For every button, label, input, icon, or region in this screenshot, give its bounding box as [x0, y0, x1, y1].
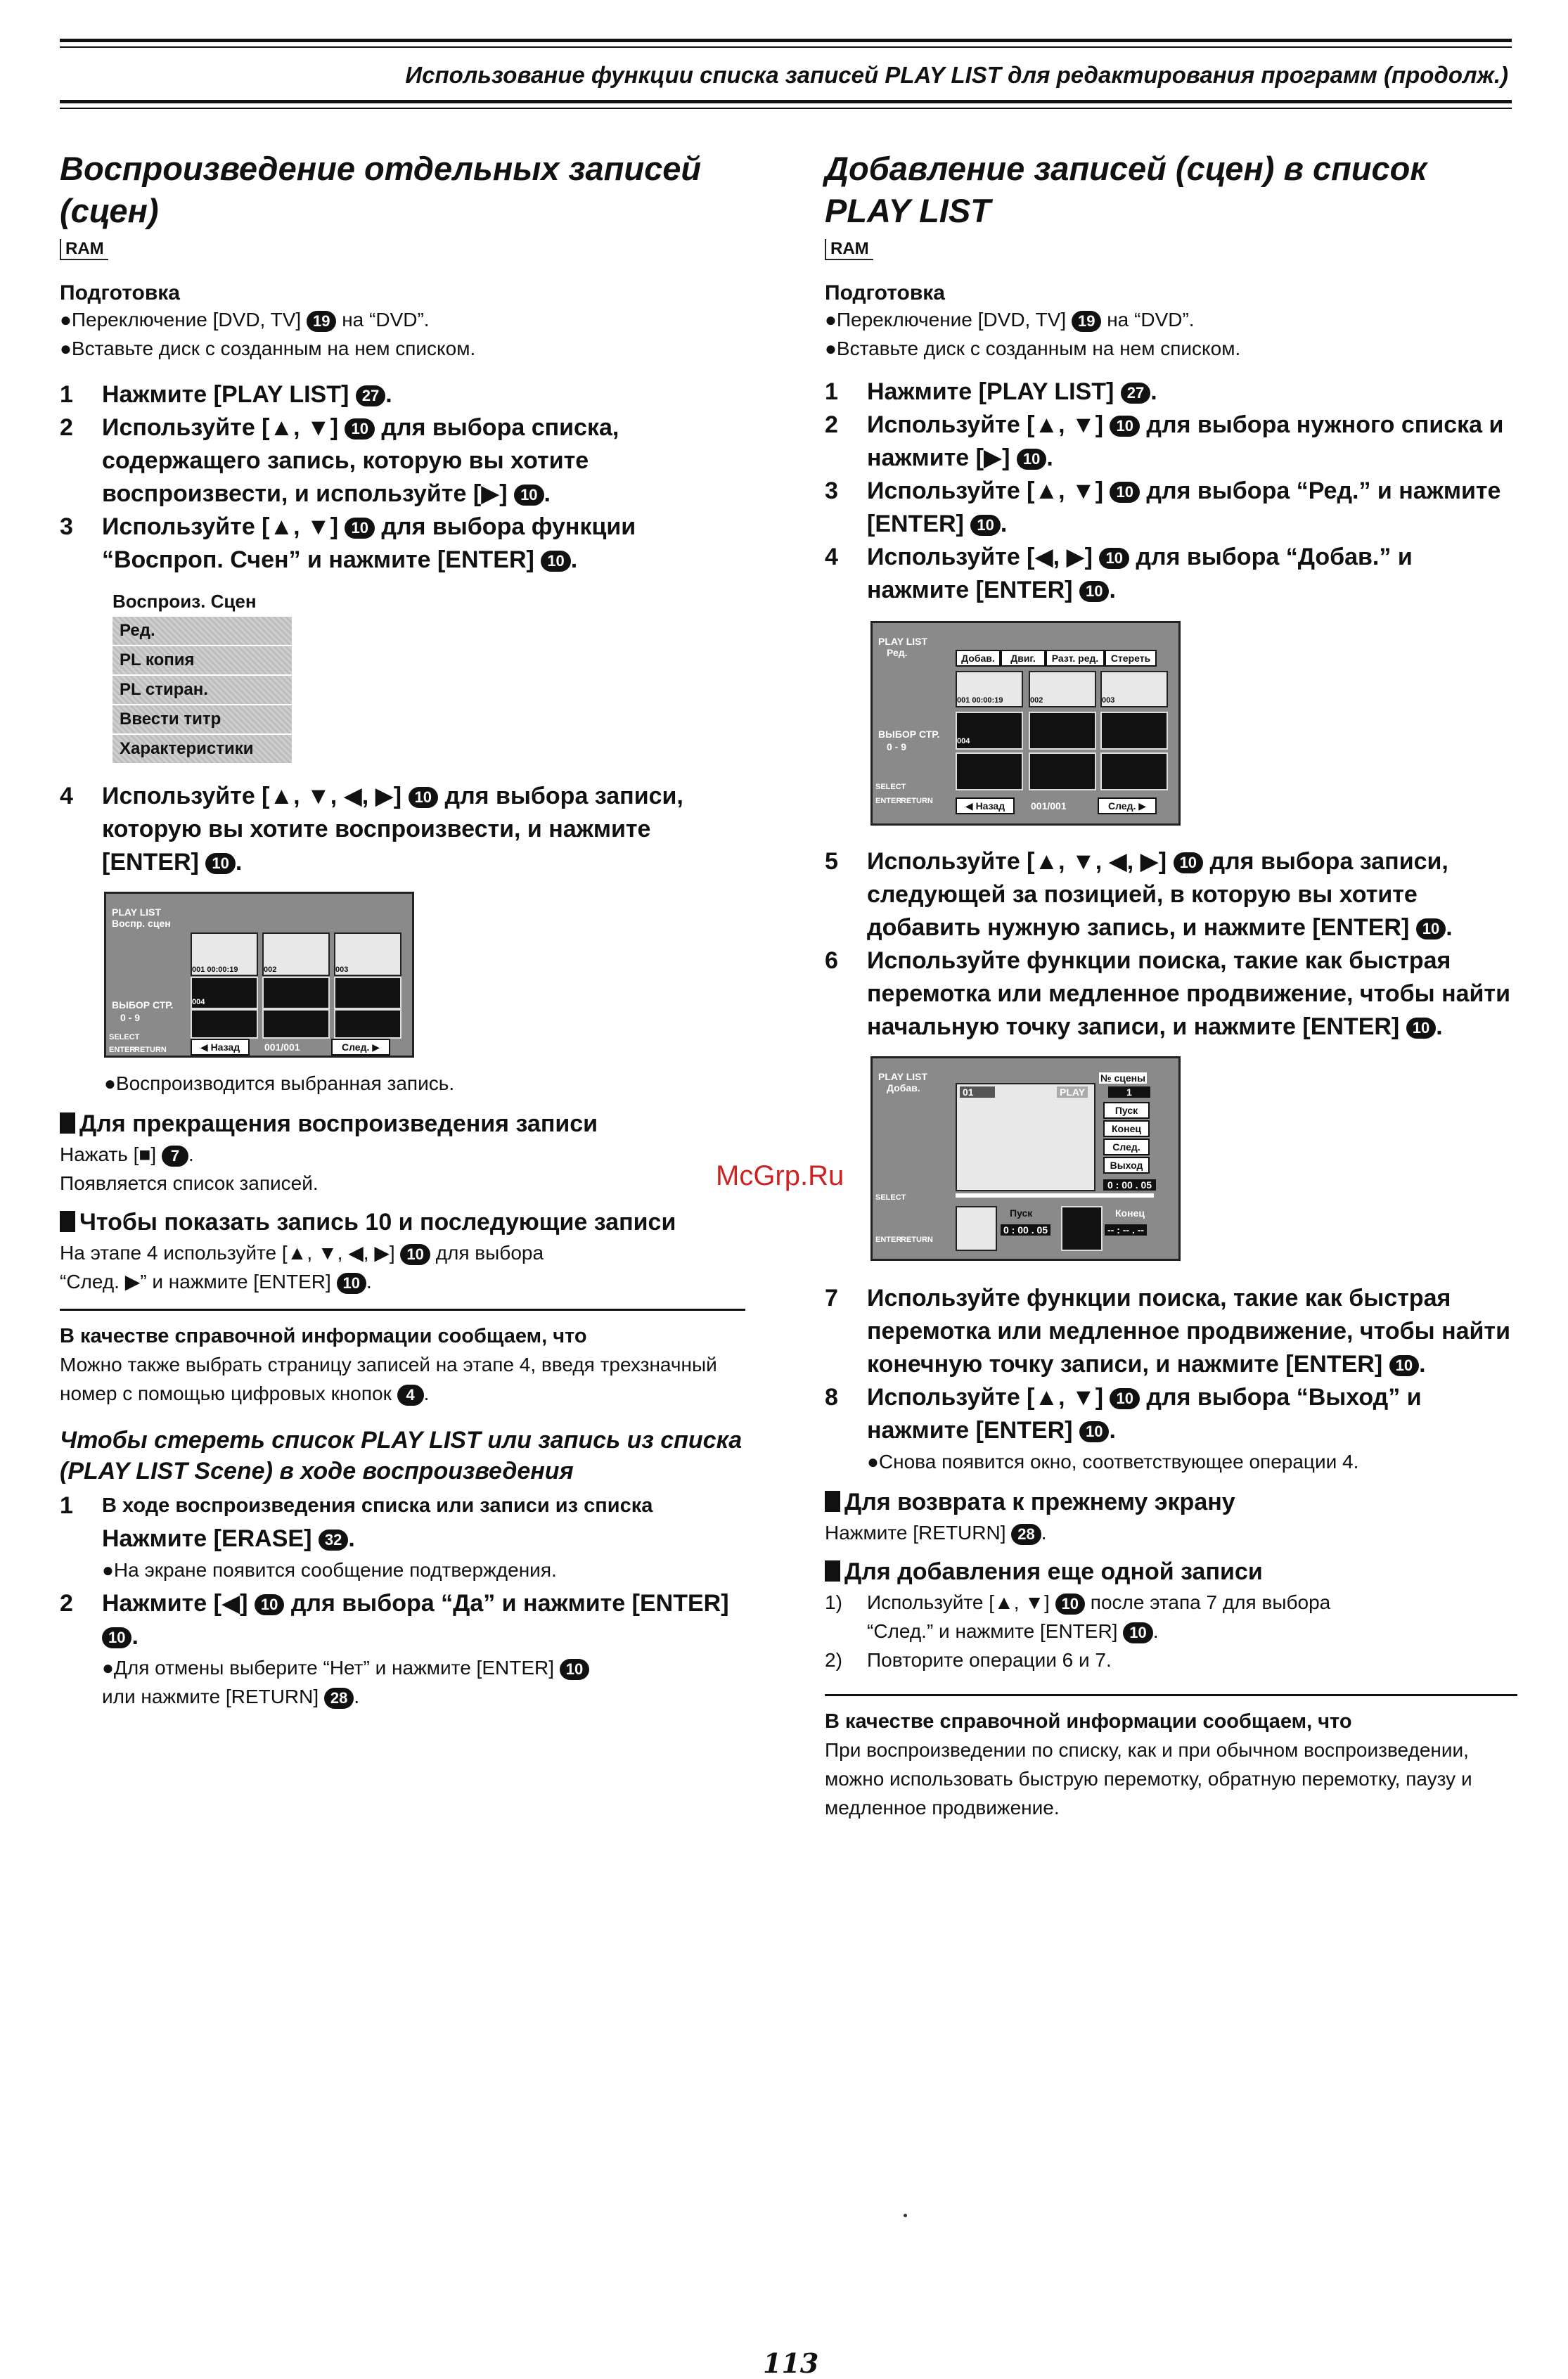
ref-badge: 10 [1110, 1388, 1139, 1409]
page-number: 113 [763, 2347, 819, 2379]
next-page-button: След. ▶ [1098, 797, 1157, 814]
ref-badge: 28 [324, 1688, 354, 1709]
playlist-edit-screen: PLAY LIST Ред. Добав. Двиг. Разт. ред. Стереть ВЫБОР СТР. 0 - 9 SELECT ENTER RETURN 001 00:00:19 002 003 004 ◀ Назад 001/001 След. ▶ [870, 621, 1181, 826]
video-preview [956, 1083, 1095, 1191]
ref-text: При воспроизведении по списку, как и при обычном воспроизведении, можно использовать быструю перемотку, обратную перемотку, паузу и медленное продвижение. [825, 1739, 1472, 1819]
ref-badge: 19 [1072, 311, 1101, 332]
scene-menu-screenshot [113, 591, 292, 763]
step: 4 Используйте [◀, ▶] 10 для выбора “Добав.” и нажмите [ENTER] 10 . [825, 544, 1413, 603]
thumbnail [1100, 712, 1168, 750]
header-rule-top [60, 39, 1512, 42]
menu-item: Ред. [113, 617, 292, 645]
header-rule-bottom [60, 100, 1512, 103]
left-section-title: Воспроизведение отдельных записей (сцен) [60, 150, 702, 229]
ref-badge: 10 [205, 853, 235, 874]
step: 3 Используйте [▲, ▼] 10 для выбора “Ред.” и нажмите [ENTER] 10 . [825, 477, 1501, 537]
prep-item: ●Переключение [DVD, TV] 19 на “DVD”. [825, 309, 1195, 331]
ref-badge: 10 [1389, 1355, 1419, 1376]
prep-item: ●Вставьте диск с созданным на нем списком. [825, 338, 1241, 359]
ref-badge: 10 [255, 1594, 284, 1615]
menu-item: Характеристики [113, 735, 292, 763]
thumbnail [1029, 712, 1096, 750]
right-column [825, 148, 1517, 1822]
left-column [60, 148, 745, 1711]
ref-heading: В качестве справочной информации сообщаем, что [825, 1710, 1352, 1733]
ref-badge: 10 [1099, 548, 1129, 569]
ref-badge: 27 [356, 385, 385, 406]
erase-heading: Чтобы стереть список PLAY LIST или запись из списка (PLAY LIST Scene) в ходе воспроизведения [60, 1427, 743, 1485]
ref-badge: 10 [1416, 918, 1446, 940]
dot [904, 2214, 907, 2217]
ref-badge: 10 [345, 418, 374, 440]
header-rule-top-thin [60, 46, 1512, 48]
add-item: 1) Используйте [▲, ▼] 10 после этапа 7 для выбора “След.” и нажмите [ENTER] 10 . [825, 1591, 1331, 1642]
tab-move: Двиг. [1001, 650, 1046, 667]
prep-heading: Подготовка [825, 281, 945, 304]
tab-split: Разт. ред. [1046, 650, 1105, 667]
thumbnail [262, 1009, 330, 1039]
prev-page-button: ◀ Назад [956, 797, 1015, 814]
ref-badge: 10 [337, 1273, 366, 1294]
erase-step: 1 В ходе воспроизведения списка или записи из списка Нажмите [ERASE] 32 . [60, 1492, 653, 1552]
page-header-title: Использование функции списка записей PLAY LIST для редактирования программ (продолж.) [405, 62, 1508, 88]
divider [60, 1309, 745, 1311]
divider [825, 1694, 1517, 1696]
erase-note: ●Для отмены выберите “Нет” и нажмите [ENTER] 10 [60, 1653, 745, 1682]
step: 2 Используйте [▲, ▼] 10 для выбора нужного списка и нажмите [▶] 10 . [825, 411, 1504, 471]
thumbnail [334, 1009, 401, 1039]
exit-button: Выход [1103, 1157, 1150, 1174]
step: 3 Используйте [▲, ▼] 10 для выбора функции “Воспроп. Счен” и нажмите [ENTER] 10 . [60, 513, 636, 573]
watermark: McGrp.Ru [716, 1160, 844, 1191]
play-note: ●Воспроизводится выбранная запись. [104, 1072, 455, 1094]
ref-badge: 27 [1121, 383, 1150, 404]
step: 5 Используйте [▲, ▼, ◀, ▶] 10 для выбора записи, следующей за позицией, в которую вы хотите добавить нужную запись, и нажмите [ENTER] 10 . [825, 848, 1453, 941]
next-button: След. [1103, 1139, 1150, 1155]
right-section-title: Добавление записей (сцен) в список PLAY LIST [825, 150, 1427, 229]
show-heading: Чтобы показать запись 10 и последующие записи [60, 1206, 745, 1238]
erase-note: ●На экране появится сообщение подтверждения. [102, 1559, 557, 1581]
ram-label: RAM [825, 239, 873, 260]
thumbnail [956, 752, 1023, 790]
ref-badge: 10 [409, 787, 438, 808]
ref-badge: 10 [1055, 1594, 1085, 1615]
thumbnail [1100, 752, 1168, 790]
ref-badge: 10 [970, 515, 1000, 536]
ref-badge: 28 [1011, 1524, 1041, 1545]
header-rule-bottom-thin [60, 108, 1512, 109]
step: 7 Используйте функции поиска, такие как быстрая перемотка или медленное продвижение, чтобы найти конечную точку записи, и нажмите [ENTER] 10 . [825, 1285, 1510, 1378]
tab-delete: Стереть [1105, 650, 1157, 667]
ref-text: Можно также выбрать страницу записей на этапе 4, введя трехзначный номер с помощью цифровых кнопок 4 . [60, 1354, 717, 1404]
playlist-add-screen: PLAY LIST Добав. 01 PLAY № сцены 1 Пуск Конец След. Выход 0 : 00 . 05 SELECT ENTER RETURN Пуск 0 : 00 . 05 Конец -- : -- . -- [870, 1056, 1181, 1261]
end-thumbnail [1061, 1206, 1103, 1251]
step: 1 Нажмите [PLAY LIST] 27 . [825, 378, 1157, 405]
step: 6 Используйте функции поиска, такие как быстрая перемотка или медленное продвижение, чтобы найти начальную точку записи, и нажмите [ENTER] 10 . [825, 947, 1510, 1040]
end-button: Конец [1103, 1120, 1150, 1137]
step: 2 Используйте [▲, ▼] 10 для выбора списка, содержащего запись, которую вы хотите воспроизвести, и используйте [▶] 10 . [60, 414, 619, 507]
add-item: 2) Повторите операции 6 и 7. [825, 1649, 1112, 1671]
erase-note: или нажмите [RETURN] 28 . [102, 1686, 360, 1707]
ref-badge: 10 [1110, 416, 1139, 437]
menu-item: PL копия [113, 646, 292, 674]
next-page-button: След. ▶ [331, 1039, 390, 1056]
stop-heading: Для прекращения воспроизведения записи [60, 1108, 745, 1140]
ref-badge: 10 [1174, 852, 1203, 873]
ref-badge: 10 [1017, 449, 1046, 470]
show-text: “След. ▶” и нажмите [ENTER] 10 . [60, 1271, 372, 1293]
ref-badge: 10 [1110, 482, 1139, 503]
show-text: На этапе 4 используйте [▲, ▼, ◀, ▶] 10 для выбора [60, 1242, 544, 1264]
menu-item: PL стиран. [113, 676, 292, 704]
thumbnail [262, 977, 330, 1009]
prev-page-button: ◀ Назад [191, 1039, 250, 1056]
ref-badge: 10 [345, 518, 374, 539]
ref-heading: В качестве справочной информации сообщаем, что [60, 1325, 587, 1347]
ref-badge: 10 [102, 1627, 131, 1648]
ref-badge: 19 [307, 311, 336, 332]
ref-badge: 10 [1123, 1622, 1152, 1643]
ref-badge: 7 [162, 1146, 188, 1167]
ref-badge: 10 [1079, 1421, 1109, 1442]
tab-add: Добав. [956, 650, 1001, 667]
prep-item: ●Переключение [DVD, TV] 19 на “DVD”. [60, 309, 430, 331]
thumbnail [191, 1009, 258, 1039]
start-button: Пуск [1103, 1102, 1150, 1119]
stop-text: Появляется список записей. [60, 1172, 319, 1194]
thumbnail [334, 977, 401, 1009]
step: 8 Используйте [▲, ▼] 10 для выбора “Выход” и нажмите [ENTER] 10 . [825, 1384, 1422, 1444]
start-thumbnail [956, 1206, 997, 1251]
menu-item: Ввести титр [113, 705, 292, 733]
menu-title: Воспроиз. Сцен [113, 591, 257, 612]
stop-text: Нажать [■] 7 . [60, 1143, 194, 1165]
ref-badge: 10 [560, 1659, 589, 1680]
ref-badge: 4 [397, 1385, 424, 1406]
ref-badge: 32 [319, 1530, 348, 1551]
prep-item: ●Вставьте диск с созданным на нем списком. [60, 338, 476, 359]
ref-badge: 10 [514, 485, 544, 506]
step-note: ●Снова появится окно, соответствующее операции 4. [867, 1451, 1359, 1473]
erase-step: 2 Нажмите [◀] 10 для выбора “Да” и нажмите [ENTER] 10 . [60, 1590, 729, 1650]
progress-track [956, 1193, 1154, 1198]
step: 4 Используйте [▲, ▼, ◀, ▶] 10 для выбора записи, которую вы хотите воспроизвести, и нажмите [ENTER] 10 . [60, 783, 683, 876]
return-heading: Для возврата к прежнему экрану [825, 1486, 1517, 1518]
prep-heading: Подготовка [60, 281, 180, 304]
thumbnail [1029, 752, 1096, 790]
ref-badge: 10 [1079, 581, 1109, 602]
ref-badge: 10 [400, 1244, 430, 1265]
playlist-scene-screen: PLAY LIST Воспр. сцен ВЫБОР СТР. 0 - 9 SELECT ENTER RETURN 001 00:00:19 002 003 004 ◀ Назад 001/001 След. ▶ [104, 892, 414, 1058]
ram-label: RAM [60, 239, 108, 260]
ref-badge: 10 [541, 551, 570, 572]
add-heading: Для добавления еще одной записи [825, 1556, 1517, 1588]
ref-badge: 10 [1406, 1018, 1436, 1039]
step: 1 Нажмите [PLAY LIST] 27 . [60, 381, 392, 408]
return-text: Нажмите [RETURN] 28 . [825, 1522, 1047, 1544]
